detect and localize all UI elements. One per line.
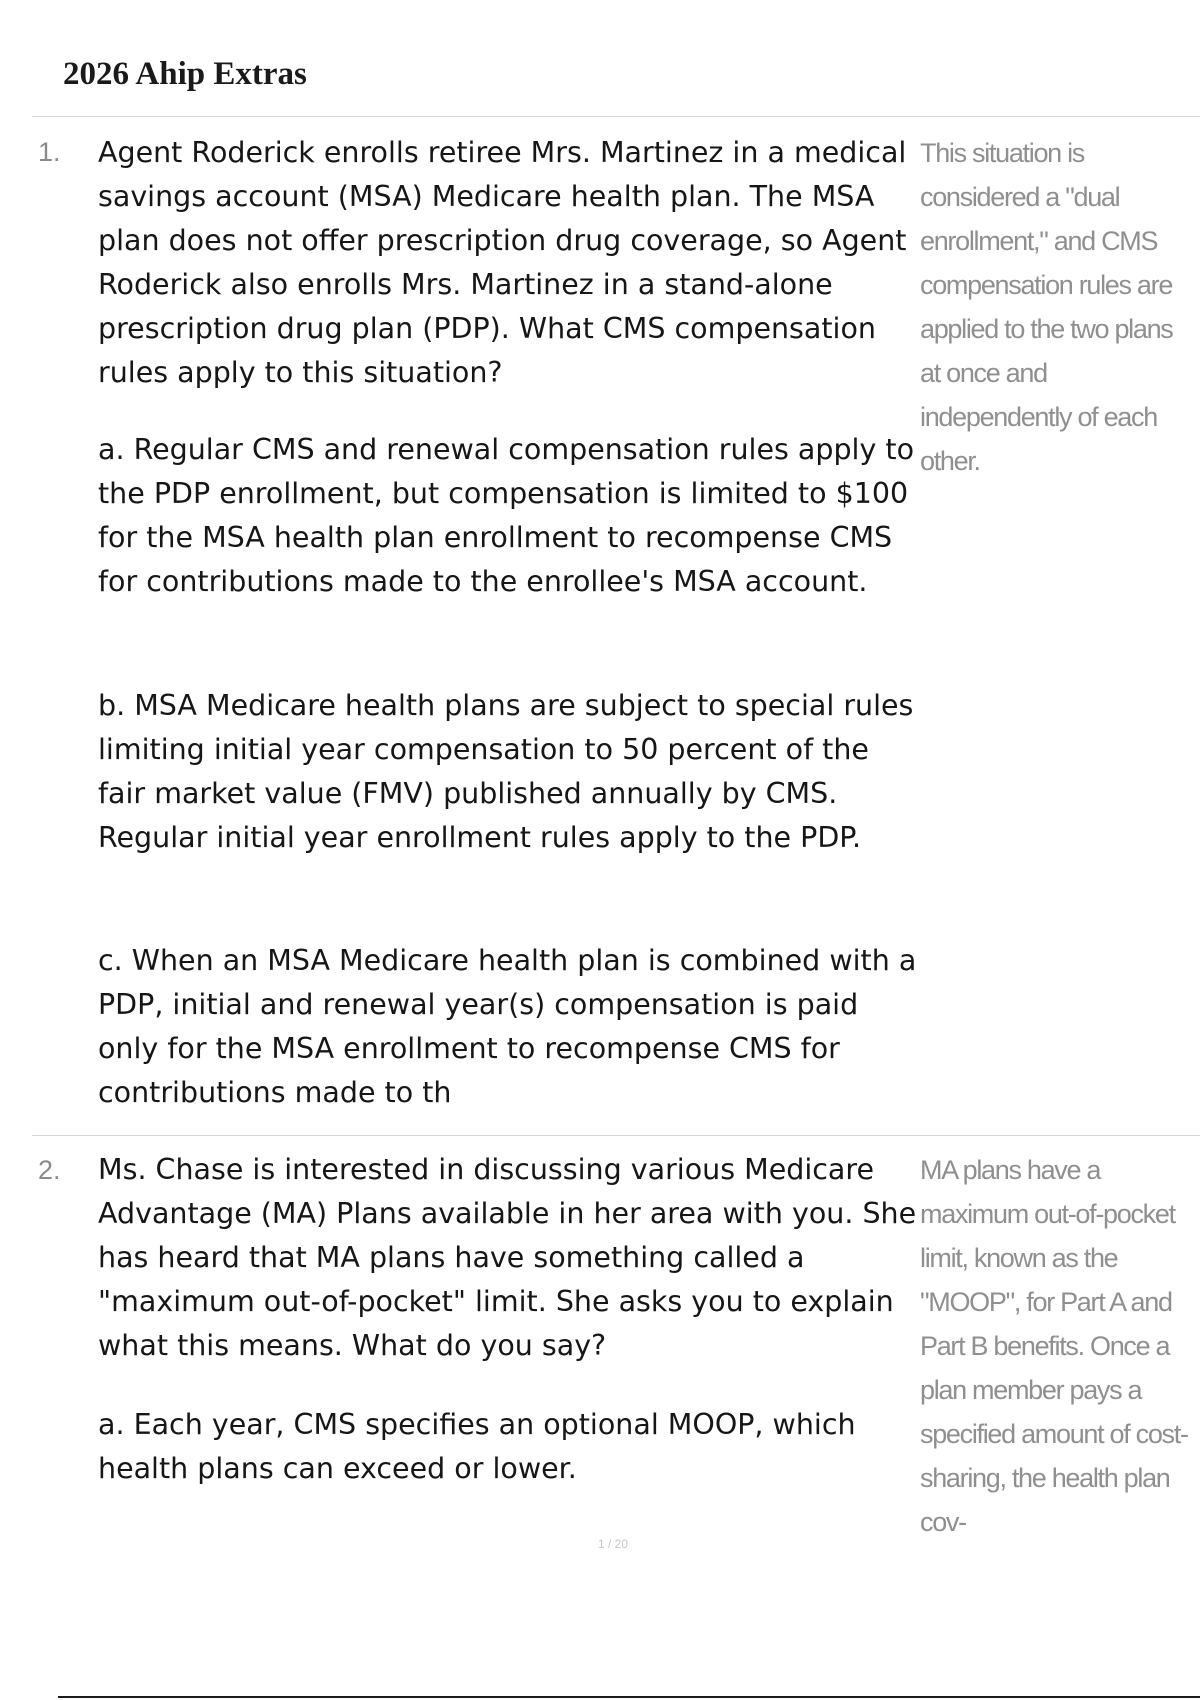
answer-option-b[interactable]: b. MSA Medicare health plans are subject to special rules limiting initial year compensation to 50 percent of the fair market value (FMV) published annually by CMS. Regular initial year enrollment rules apply to the PDP. (98, 689, 914, 854)
question-number: 1. (38, 137, 61, 167)
question-stem: Ms. Chase is interested in discussing various Medicare Advantage (MA) Plans available in her area with you. She has heard that MA plans have something called a "maximum out-of-pocket" limit. She asks you to explain what this means. What do you say? (98, 1153, 917, 1362)
question-explanation: This situation is considered a "dual enrollment," and CMS compensation rules are applied to the two plans at once and independently of each other. (920, 138, 1173, 476)
question-number: 2. (38, 1155, 61, 1185)
question-divider (32, 1135, 1200, 1136)
answer-option-c[interactable]: c. When an MSA Medicare health plan is combined with a PDP, initial and renewal year(s) compensation is paid only for the MSA enrollment to recompense CMS for contributions made to th (98, 944, 917, 1109)
footer-divider (58, 1696, 1200, 1698)
document-title: 2026 Ahip Extras (63, 56, 307, 92)
question-stem: Agent Roderick enrolls retiree Mrs. Martinez in a medical savings account (MSA) Medicare health plan. The MSA plan does not offer prescription drug coverage, so Agent Roderick also enrolls Mrs. Martinez in a stand-alone prescription drug plan (PDP). What CMS compensation rules apply to this situation? (98, 136, 907, 389)
page-number: 1 / 20 (598, 1537, 629, 1551)
answer-option-a[interactable]: a. Regular CMS and renewal compensation rules apply to the PDP enrollment, but compensation is limited to $100 for the MSA health plan enrollment to recompense CMS for contributions made to the enrollee's MSA account. (98, 433, 915, 598)
title-divider (32, 116, 1200, 117)
question-explanation: MA plans have a maximum out-of-pocket limit, known as the "MOOP", for Part A and Part B benefits. Once a plan member pays a specified amount of cost-sharing, the health plan cov- (920, 1155, 1188, 1537)
answer-option-a[interactable]: a. Each year, CMS specifies an optional MOOP, which health plans can exceed or lower. (98, 1408, 856, 1485)
